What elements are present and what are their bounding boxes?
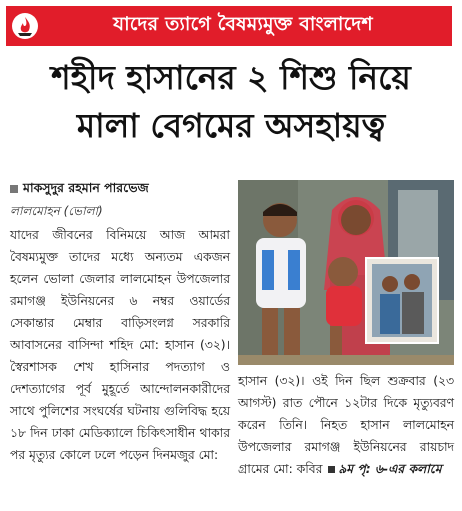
headline-line-1: শহীদ হাসানের ২ শিশু নিয়ে — [51, 58, 411, 97]
article-body — [10, 224, 230, 466]
byline — [10, 180, 232, 223]
headline-line-2: মালা বেগমের অসহায়ত্ব — [76, 106, 386, 145]
byline-location: লালমোহন (ভোলা) — [10, 204, 103, 218]
continuation-text: হাসান (৩২)। ওই দিন ছিল শুক্রবার (২৩ আগস্ট) রাত পৌনে ১২টার দিকে মৃত্যুবরণ করেন তিনি। নিহত হাসান লালমোহন উপজেলার রমাগঞ্জ ইউনিয়নের রায়চাদ গ্রামের মো: কবির — [238, 374, 454, 476]
jump-bullet-icon — [328, 466, 335, 473]
byline-author — [10, 180, 232, 200]
body-paragraph: যাদের জীবনের বিনিময়ে আজ আমরা বৈষম্যমুক্ত তাদের মধ্যে অন্যতম একজন হলেন ভোলা জেলার লালমোহন উপজেলার রমাগঞ্জ ইউনিয়নের ৬ নম্বর ওয়ার্ডের সেকান্তার মেম্বার বাড়িসংলগ্ন সরকারি আবাসনের বাসিন্দা শহিদ মো: হাসান (৩২)। স্বৈরশাসক শেখ হাসিনার পদত্যাগ ও দেশত্যাগের পূর্ব মুহূর্তে আন্দোলনকারীদের সাথে পুলিশের সংঘর্ষের ঘটনায় গুলিবিদ্ধ হয়ে ১৮ দিন ঢাকা মেডিক্যালে চিকিৎসাধীন থাকার পর মৃত্যুর কোলে ঢলে পড়েন দিনমজুর মো: — [10, 228, 230, 462]
bullet-icon — [10, 185, 18, 193]
banner-title: যাদের ত্যাগে বৈষম্যমুক্ত বাংলাদেশ — [113, 13, 373, 35]
flame-logo-icon — [6, 6, 44, 46]
jump-reference[interactable]: ৯ম পৃ: ৬-এর কলামে — [338, 462, 442, 476]
article-continuation — [238, 370, 454, 480]
author-name: মাকসুদুর রহমান পারভেজ — [23, 180, 149, 195]
article-headline — [0, 54, 462, 150]
section-banner — [6, 6, 452, 46]
article-photo — [238, 180, 454, 365]
